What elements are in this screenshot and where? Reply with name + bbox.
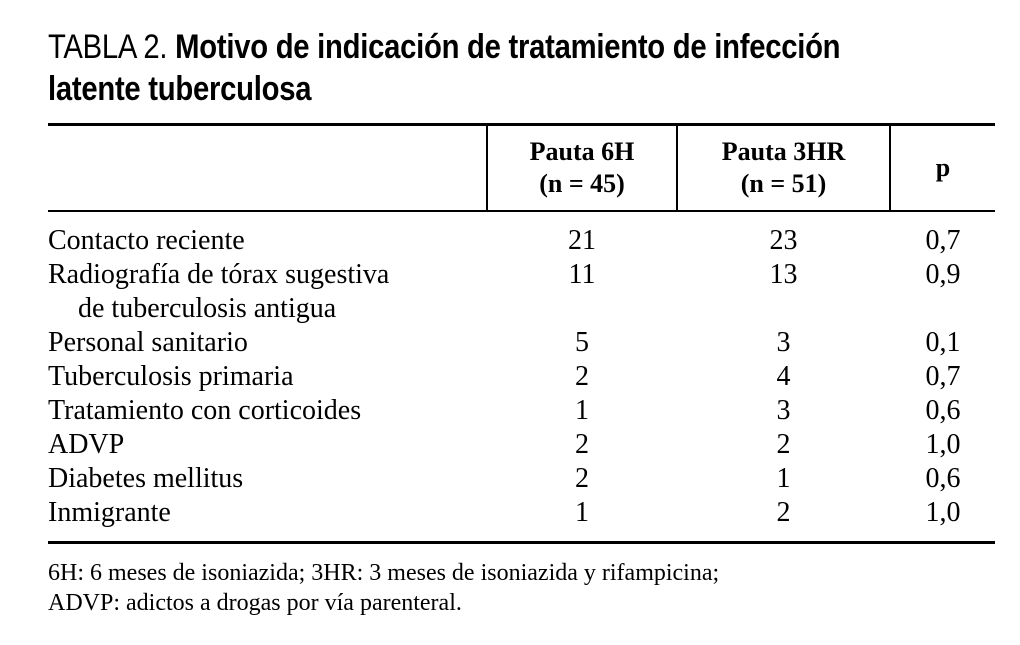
footnote-line: 6H: 6 meses de isoniazida; 3HR: 3 meses de isoniazida y rifampicina; [48,560,720,586]
column-header-6h [488,126,676,210]
cell-p: 1,0 [925,497,961,528]
row-label [48,496,171,530]
row-label [48,224,245,258]
cell-p: 0,7 [925,361,961,392]
row-label-text: Contacto reciente [48,225,245,256]
row-label-text: Tratamiento con corticoides [48,395,362,426]
cell-p: 0,7 [925,225,961,256]
cell-3hr: 23 [769,225,798,256]
column-header-n: (n = 45) [539,169,625,198]
column-header-n: (n = 51) [740,169,827,198]
cell-p: 0,9 [925,259,961,290]
cell-6h: 2 [575,463,589,494]
row-label-text: Diabetes mellitus [48,463,244,494]
cell-p: 0,6 [925,463,961,494]
column-header-p [891,126,995,210]
row-label [48,326,248,360]
table-number: TABLA 2. [48,28,168,66]
cell-3hr: 3 [776,327,791,358]
row-label [48,428,124,462]
row-label-text: Radiografía de tórax sugestiva [48,259,390,290]
cell-p: 1,0 [925,429,961,460]
bottom-rule [48,541,995,544]
cell-6h: 21 [568,225,596,256]
cell-6h: 11 [568,259,596,290]
column-header-title: Pauta 6H [529,137,635,166]
cell-3hr: 3 [776,395,791,426]
cell-6h: 2 [575,429,589,460]
cell-p: 0,6 [925,395,961,426]
cell-6h: 2 [575,361,589,392]
row-label-continuation: de tuberculosis antigua [78,293,337,324]
cell-3hr: 2 [776,497,791,528]
cell-6h: 5 [575,327,589,358]
table-footnote [48,558,998,618]
cell-6h: 1 [575,497,589,528]
cell-p: 0,1 [925,327,961,358]
cell-3hr: 1 [776,463,791,494]
row-label-text: ADVP [48,429,125,460]
row-label-text: Inmigrante [48,497,171,528]
row-label-text: Tuberculosis primaria [48,361,294,392]
row-label [48,360,294,394]
row-label [48,258,389,326]
column-header-title: Pauta 3HR [721,137,846,166]
cell-6h: 1 [575,395,589,426]
row-label [48,394,361,428]
header-rule [48,210,995,212]
cell-3hr: 2 [776,429,791,460]
footnote-line: ADVP: adictos a drogas por vía parenteral. [48,590,462,616]
row-label-text: Personal sanitario [48,327,248,358]
cell-3hr: 13 [769,259,798,290]
cell-3hr: 4 [776,361,791,392]
table-title [48,26,865,110]
row-label [48,462,243,496]
column-header-title: p [935,153,951,182]
column-header-3hr [678,126,889,210]
table-title-text: Motivo de indicación de tratamiento de infección latente tuberculosa [48,28,841,108]
